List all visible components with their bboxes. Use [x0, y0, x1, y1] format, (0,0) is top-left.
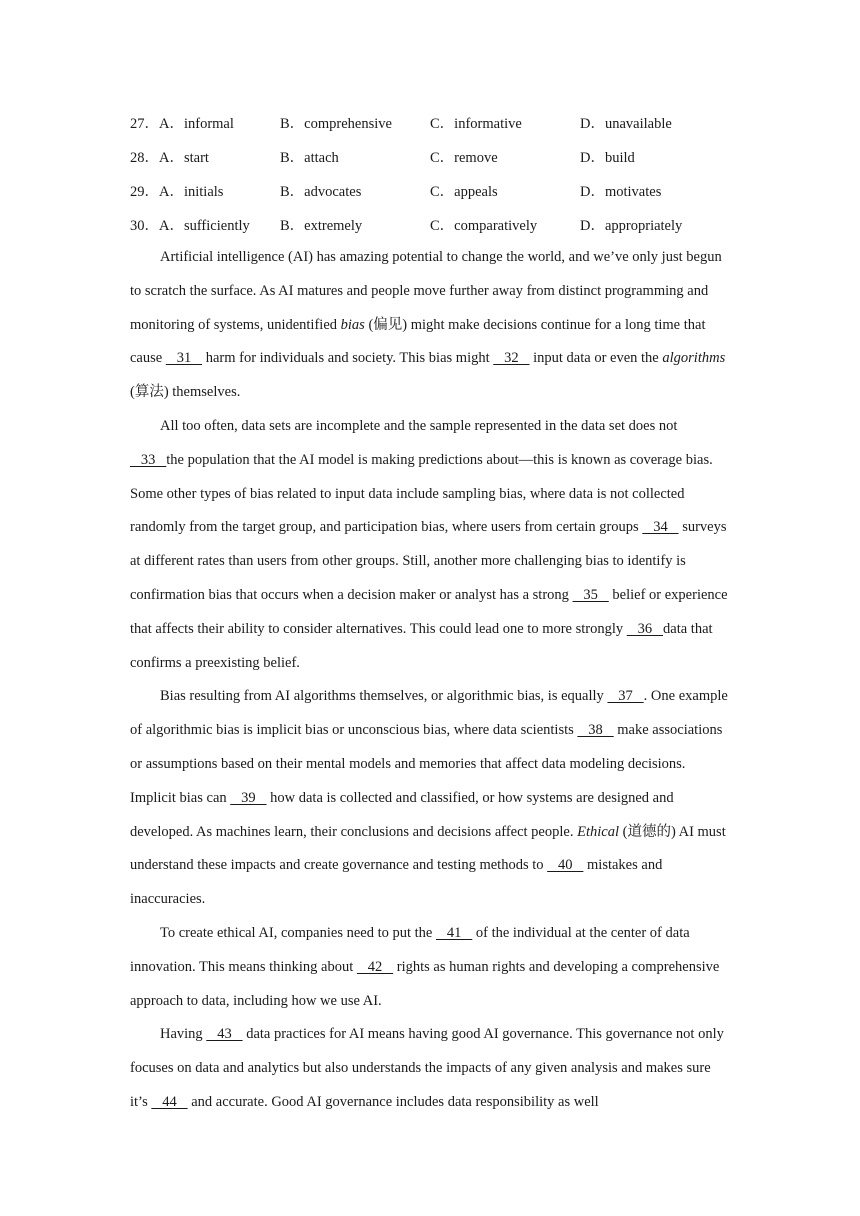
options-row-29	[130, 173, 730, 207]
blank-39: 39	[230, 789, 267, 806]
blank-35: 35	[572, 586, 609, 603]
option-28-c: C．remove	[430, 149, 498, 166]
blank-31: 31	[165, 350, 203, 367]
option-30-d: D．appropriately	[580, 217, 683, 234]
option-28-a: 28．A．start	[130, 149, 209, 166]
options-row-30	[130, 207, 730, 241]
document-page	[130, 105, 730, 1120]
blank-32: 32	[493, 350, 530, 367]
paragraph-1: Artificial intelligence (AI) has amazing potential to change the world, and we’ve only just begun to scratch the surface. As AI matures and people move further away from distinct programming and monitoring of systems, unidentified bias (偏见) might make decisions continue for a long time that cause 31 harm for individuals and society. This bias might 32 input data or even the algorithms (算法) themselves.	[130, 249, 726, 401]
option-27-b: B．comprehensive	[280, 115, 392, 132]
paragraph-4: To create ethical AI, companies need to put the 41 of the individual at the center of data innovation. This means thinking about 42 rights as human rights and developing a comprehensive approach to data, including how we use AI.	[130, 924, 720, 1009]
option-27-a: 27．A．informal	[130, 115, 234, 132]
blank-36: 36	[626, 620, 664, 637]
option-29-d: D．motivates	[580, 183, 662, 200]
options-row-27	[130, 105, 730, 139]
option-27-d: D．unavailable	[580, 115, 672, 132]
blank-42: 42	[356, 958, 394, 975]
blank-37: 37	[607, 688, 644, 705]
blank-38: 38	[577, 722, 614, 739]
term-algorithms: algorithms	[662, 350, 726, 367]
option-29-c: C．appeals	[430, 183, 498, 200]
blank-41: 41	[436, 924, 473, 941]
blank-40: 40	[547, 857, 584, 874]
option-30-b: B．extremely	[280, 217, 363, 234]
option-28-d: D．build	[580, 149, 635, 166]
paragraph-3: Bias resulting from AI algorithms themselves, or algorithmic bias, is equally 37 . One example of algorithmic bias is implicit bias or unconscious bias, where data scientists 38 make associations or assumptions based on their mental models and memories that affect data modeling decisions. Implicit bias can 39 how data is collected and classified, or how systems are designed and developed. As machines learn, their conclusions and decisions affect people. Ethical (道德的) AI must understand these impacts and create governance and testing methods to 40 mistakes and inaccuracies.	[130, 688, 728, 908]
blank-43: 43	[206, 1026, 243, 1043]
option-29-b: B．advocates	[280, 183, 362, 200]
paragraph-2: All too often, data sets are incomplete and the sample represented in the data set does not 33 the population that the AI model is making predictions about—this is known as coverage bias. Some other types of bias related to input data include sampling bias, where data is not collected randomly from the target group, and participation bias, where users from certain groups 34 surveys at different rates than users from other groups. Still, another more challenging bias to identify is confirmation bias that occurs when a decision maker or analyst has a strong 35 belief or experience that affects their ability to consider alternatives. This could lead one to more strongly 36 data that confirms a preexisting belief.	[130, 417, 728, 671]
blank-34: 34	[642, 519, 679, 536]
term-bias: bias	[340, 316, 365, 333]
option-27-c: C．informative	[430, 115, 522, 132]
paragraph-5: Having 43 data practices for AI means having good AI governance. This governance not only focuses on data and analytics but also understands the impacts of any given analysis and makes sure it’s 44 and accurate. Good AI governance includes data responsibility as well	[130, 1026, 724, 1110]
options-row-28	[130, 139, 730, 173]
option-30-c: C．comparatively	[430, 217, 538, 234]
option-29-a: 29．A．initials	[130, 183, 224, 200]
option-30-a: 30．A．sufficiently	[130, 217, 250, 234]
blank-44: 44	[151, 1093, 188, 1110]
blank-33: 33	[130, 451, 167, 468]
term-ethical: Ethical	[577, 823, 619, 840]
option-28-b: B．attach	[280, 149, 339, 166]
